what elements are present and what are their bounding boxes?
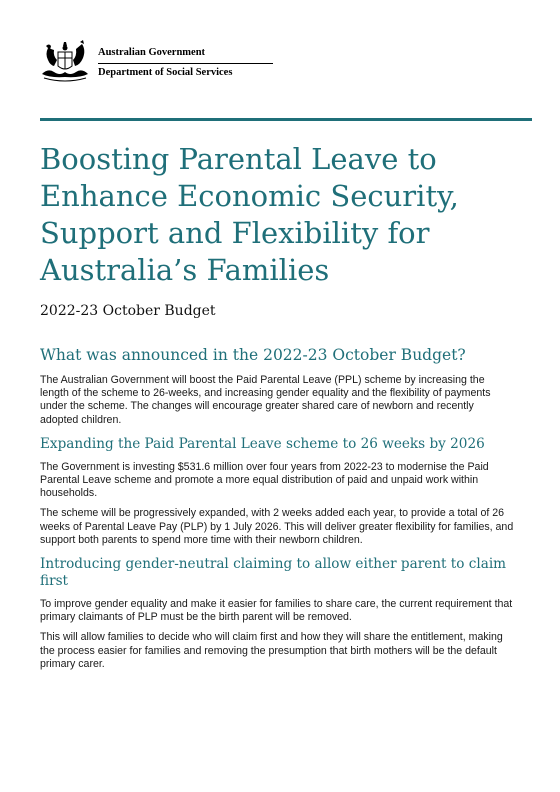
coat-of-arms-icon [40, 38, 90, 84]
paragraph: The scheme will be progressively expanded, with 2 weeks added each year, to provide a total of 26 weeks of Parental Leave Pay (PLP) by 1 July 2026. This will deliver greater flexibility for families, and support both parents to spend more time with their newborn children. [40, 507, 514, 546]
document-body [40, 141, 515, 678]
government-header [40, 38, 250, 86]
page-subtitle: 2022-23 October Budget [40, 303, 216, 319]
section-heading-gender-neutral: Introducing gender-neutral claiming to allow either parent to claim first [40, 556, 507, 590]
paragraph: The Australian Government will boost the Paid Parental Leave (PPL) scheme by increasing the length of the scheme to 26-weeks, and increasing gender equality and the flexibility of payments under the scheme. The changes will encourage greater shared care of newborn and recently adopted children. [40, 374, 491, 426]
section-heading-announced: What was announced in the 2022-23 October Budget? [40, 346, 466, 364]
section-heading-expanding: Expanding the Paid Parental Leave scheme to 26 weeks by 2026 [40, 435, 485, 452]
title-divider [40, 118, 532, 121]
page-title: Boosting Parental Leave to Enhance Economic Security, Support and Flexibility for Australia’s Families [40, 142, 459, 287]
government-name: Australian Government [98, 47, 206, 58]
paragraph: This will allow families to decide who will claim first and how they will share the entitlement, making the process easier for families and removing the presumption that birth mothers will be the default primary carer. [40, 631, 503, 670]
paragraph: To improve gender equality and make it easier for families to share care, the current requirement that primary claimants of PLP must be the birth parent will be removed. [40, 598, 513, 624]
paragraph: The Government is investing $531.6 million over four years from 2022-23 to modernise the Paid Parental Leave scheme and promote a more equal distribution of paid and unpaid work within households. [40, 460, 489, 500]
department-name: Department of Social Services [98, 67, 233, 78]
header-divider [98, 63, 273, 64]
